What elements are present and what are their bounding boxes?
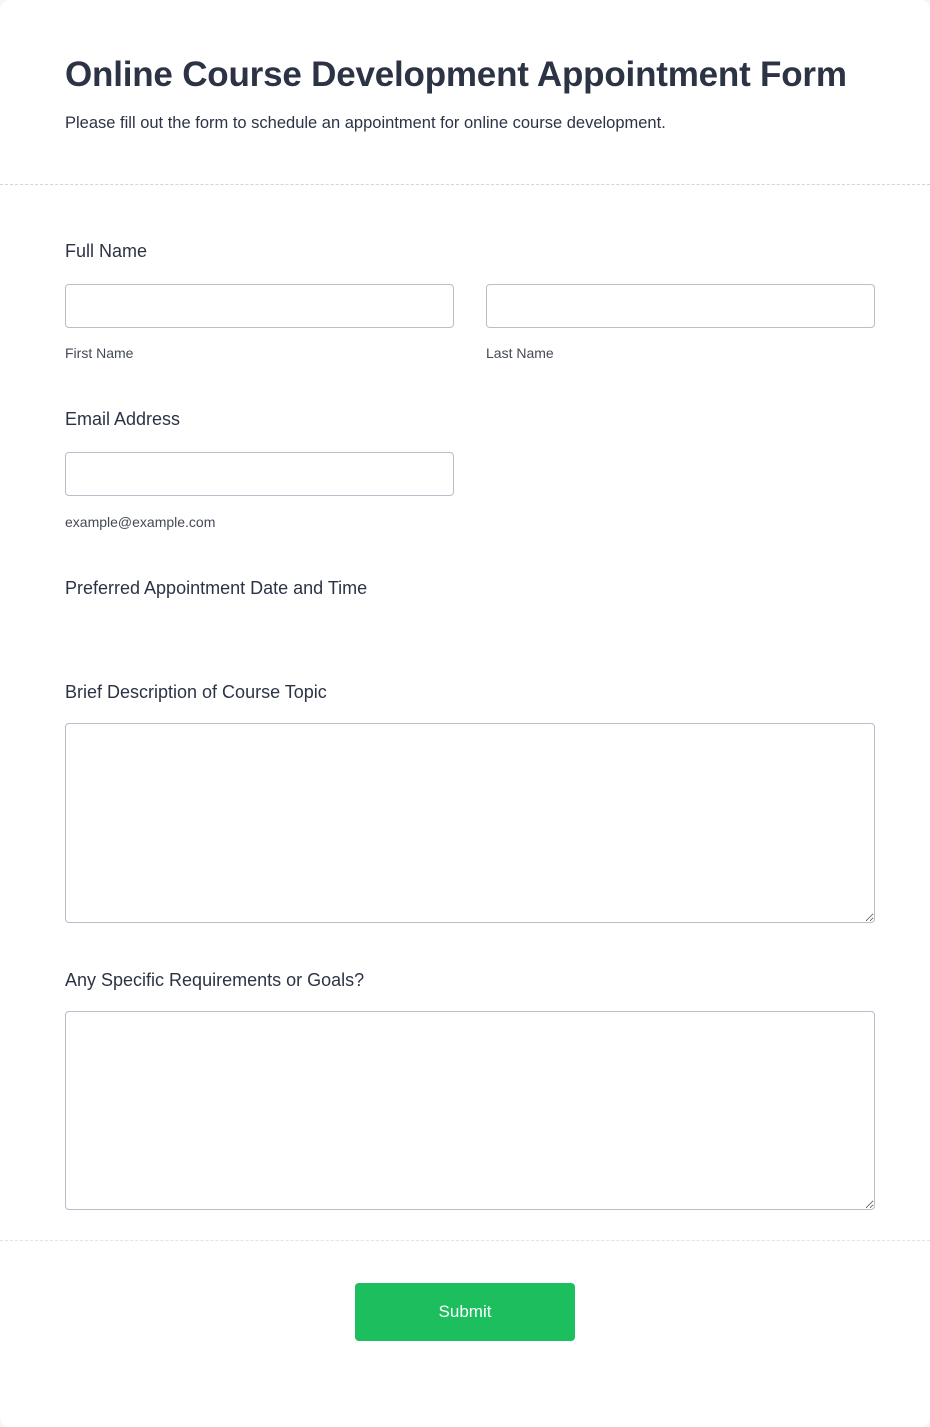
last-name-input[interactable] xyxy=(486,284,875,328)
full-name-inputs xyxy=(65,284,875,362)
course-topic-textarea[interactable] xyxy=(65,723,875,923)
requirements-label: Any Specific Requirements or Goals? xyxy=(65,970,365,990)
first-name-sublabel: First Name xyxy=(65,345,134,361)
submit-button[interactable]: Submit xyxy=(355,1283,575,1341)
email-hint: example@example.com xyxy=(65,514,216,530)
form-subtitle: Please fill out the form to schedule an appointment for online course development. xyxy=(65,114,666,132)
email-label: Email Address xyxy=(65,409,181,429)
field-appointment xyxy=(65,575,875,635)
last-name-column xyxy=(486,284,875,362)
submit-row xyxy=(0,1283,930,1341)
full-name-label: Full Name xyxy=(65,241,148,261)
header-divider xyxy=(0,184,930,185)
form-title: Online Course Development Appointment Form xyxy=(65,55,847,94)
appointment-widget-area xyxy=(65,601,875,635)
email-input[interactable] xyxy=(65,452,454,496)
form-header xyxy=(0,0,930,184)
last-name-sublabel: Last Name xyxy=(486,345,554,361)
field-requirements xyxy=(65,967,875,1210)
submit-divider xyxy=(0,1240,930,1241)
first-name-column xyxy=(65,284,454,362)
requirements-textarea[interactable] xyxy=(65,1011,875,1210)
field-course-topic xyxy=(65,679,875,923)
appointment-label: Preferred Appointment Date and Time xyxy=(65,578,368,598)
form-body xyxy=(0,238,930,1210)
course-topic-label: Brief Description of Course Topic xyxy=(65,682,327,702)
field-email xyxy=(65,406,875,531)
field-full-name xyxy=(65,238,875,362)
first-name-input[interactable] xyxy=(65,284,454,328)
